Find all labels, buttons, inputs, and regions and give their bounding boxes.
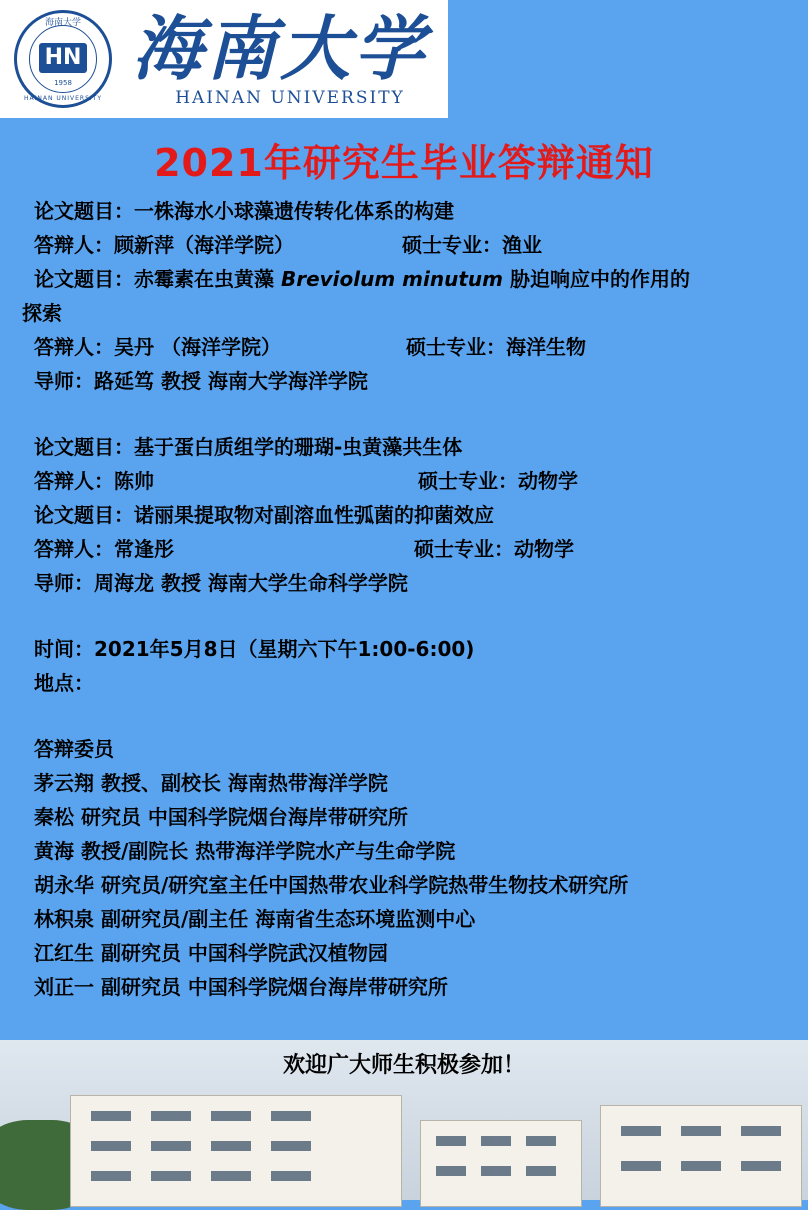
building-right [600, 1105, 802, 1207]
university-name-chinese: 海南大学 [132, 7, 428, 90]
committee-member: 秦松 研究员 中国科学院烟台海岸带研究所 [34, 805, 408, 829]
university-logo-banner [0, 0, 448, 118]
time-info: 时间：2021年5月8日（星期六下午1:00-6:00) [34, 637, 475, 661]
defender-2: 答辩人：吴丹 （海洋学院） [34, 335, 281, 359]
notice-title: 2021年研究生毕业答辩通知 [154, 141, 654, 185]
advisor-1: 导师：路延笃 教授 海南大学海洋学院 [34, 369, 368, 393]
defender-3: 答辩人：陈帅 [34, 469, 154, 493]
major-3: 硕士专业：动物学 [418, 469, 578, 493]
thesis-title-1: 论文题目：一株海水小球藻遗传转化体系的构建 [34, 199, 454, 223]
committee-member: 胡永华 研究员/研究室主任中国热带农业科学院热带生物技术研究所 [34, 873, 629, 897]
university-seal-icon [14, 10, 112, 108]
advisor-2: 导师：周海龙 教授 海南大学生命科学学院 [34, 571, 408, 595]
thesis-title-2-part-c: 胁迫响应中的作用的 [502, 267, 690, 291]
seal-ring-text: HAINAN UNIVERSITY [24, 95, 102, 102]
major-2: 硕士专业：海洋生物 [406, 335, 586, 359]
thesis-title-3: 论文题目：基于蛋白质组学的珊瑚-虫黄藻共生体 [34, 435, 463, 459]
seal-year: 1958 [54, 79, 72, 87]
thesis-title-2-part-a: 论文题目：赤霉素在虫黄藻 [34, 267, 281, 291]
committee-member: 林积泉 副研究员/副主任 海南省生态环境监测中心 [34, 907, 476, 931]
major-4: 硕士专业：动物学 [414, 537, 574, 561]
thesis-title-2 [34, 264, 690, 294]
committee-heading: 答辩委员 [34, 737, 114, 761]
species-name: Breviolum minutum [280, 267, 503, 291]
committee-member: 刘正一 副研究员 中国科学院烟台海岸带研究所 [34, 975, 448, 999]
seal-hn-mark: HN [39, 43, 87, 73]
thesis-title-2-cont: 探索 [22, 301, 62, 325]
university-name-english: HAINAN UNIVERSITY [175, 88, 405, 108]
committee-member: 黄海 教授/副院长 热带海洋学院水产与生命学院 [34, 839, 456, 863]
major-1: 硕士专业：渔业 [402, 233, 542, 257]
seal-top-text: 海南大学 [44, 18, 81, 28]
building-left [70, 1095, 402, 1207]
defender-1: 答辩人：顾新萍（海洋学院） [34, 233, 294, 257]
thesis-title-4: 论文题目：诺丽果提取物对副溶血性弧菌的抑菌效应 [34, 503, 494, 527]
defender-4: 答辩人：常逢彤 [34, 537, 174, 561]
welcome-message: 欢迎广大师生积极参加！ [282, 1053, 525, 1078]
committee-member: 茅云翔 教授、副校长 海南热带海洋学院 [34, 771, 388, 795]
building-middle [420, 1120, 582, 1207]
location-info: 地点： [34, 671, 94, 695]
committee-member: 江红生 副研究员 中国科学院武汉植物园 [34, 941, 388, 965]
